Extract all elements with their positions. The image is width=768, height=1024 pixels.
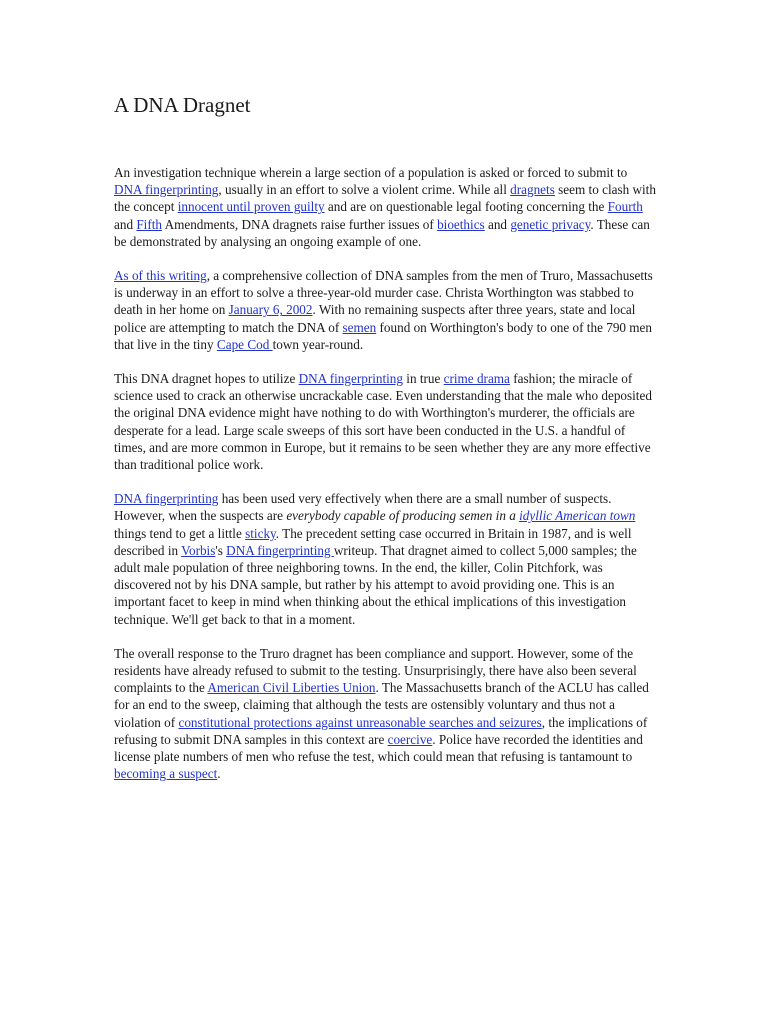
link-dna-fingerprinting[interactable]: DNA fingerprinting (114, 182, 219, 198)
text-run: . The precedent setting case occurred in Britain in 1987, and is well described in (114, 525, 632, 558)
text-run: town year-round. (272, 336, 364, 352)
text-run: , the implications of refusing to submit DNA samples in this context are (114, 714, 648, 747)
text-run: things tend to get a little (114, 525, 246, 541)
link-idyllic-american-town[interactable] (519, 508, 635, 523)
link-coercive[interactable]: coercive (387, 731, 433, 747)
link-cape-cod[interactable]: Cape Cod (216, 336, 273, 352)
text-run: 's (215, 542, 227, 558)
link-as-of-this-writing[interactable]: As of this writing (114, 268, 207, 284)
text-run: , a comprehensive collection of DNA samples from the men of Truro, Massachusetts is underway in an effort to solve a three-year-old murder case. Christa Worthington was stabbed to death in her home on (114, 268, 653, 318)
text-run: in true (402, 371, 444, 387)
text-run: seem to clash with the concept (114, 182, 656, 215)
link-bioethics[interactable]: bioethics (437, 216, 485, 232)
paragraph-intro (114, 164, 659, 250)
text-run: . The Massachusetts branch of the ACLU has called for an end to the sweep, claiming that although the tests are ostensibly voluntary and thus not a violation of (114, 680, 649, 730)
link-crime-drama[interactable]: crime drama (443, 371, 510, 387)
text-run: . Police have recorded the identities and license plate numbers of men who refuse the test, which could mean that refusing is tantamount to (114, 731, 643, 765)
text-run: , usually in an effort to solve a violent crime. While all (218, 182, 511, 198)
text-run: The overall response to the Truro dragnet has been compliance and support. However, some of the residents have already refused to submit to the testing. Unsurprisingly, there have also been several complaints to the (114, 645, 637, 696)
document-page (114, 0, 659, 783)
paragraph-precedent (114, 490, 659, 628)
paragraph-aclu (114, 645, 659, 783)
link-january-6-2002[interactable]: January 6, 2002 (228, 302, 313, 318)
link-dna-fingerprinting-writeup[interactable]: DNA fingerprinting (226, 542, 334, 558)
link-dragnets[interactable]: dragnets (510, 182, 555, 198)
text-run: Amendments, DNA dragnets raise further issues of (162, 216, 438, 232)
link-genetic-privacy[interactable]: genetic privacy (510, 216, 591, 232)
link-vorbis[interactable]: Vorbis (181, 542, 216, 558)
link-aclu[interactable]: American Civil Liberties Union (207, 680, 376, 696)
link-fourth[interactable]: Fourth (607, 199, 643, 215)
text-run: has been used very effectively when there are a small number of suspects. However, when the suspects are (114, 491, 612, 524)
paragraph-truro (114, 267, 659, 353)
text-run: and (484, 216, 511, 232)
link-dna-fingerprinting[interactable]: DNA fingerprinting (298, 371, 403, 387)
link-innocent-until-proven-guilty[interactable]: innocent until proven guilty (177, 199, 325, 215)
link-becoming-a-suspect[interactable]: becoming a suspect (114, 766, 218, 782)
emphasis-text: everybody capable of producing semen in a (286, 508, 520, 524)
link-fifth[interactable]: Fifth (136, 216, 162, 232)
text-run: This DNA dragnet hopes to utilize (114, 371, 299, 387)
link-emphasis-text: idyllic American town (519, 508, 636, 524)
text-run: and (114, 216, 137, 232)
text-run: writeup. That dragnet aimed to collect 5,000 samples; the adult male population of three neighboring towns. In the end, the killer, Colin Pitchfork, was discovered not by his DNA sample, but rather by his attempt to avoid providing one. This is an important facet to keep in mind when thinking about the ethical implications of this investigation technique. We'll get back to that in a moment. (114, 542, 637, 627)
paragraph-crime-drama (114, 370, 659, 473)
text-run: An investigation technique wherein a large section of a population is asked or forced to submit to (114, 165, 628, 180)
page-title: A DNA Dragnet (114, 93, 251, 117)
link-sticky[interactable]: sticky (245, 525, 276, 541)
text-run: . (217, 766, 221, 782)
link-semen[interactable]: semen (342, 319, 377, 335)
text-run: and are on questionable legal footing concerning the (324, 199, 608, 215)
text-run: fashion; the miracle of science used to crack an otherwise uncrackable case. Even understanding that the male who deposited the original DNA evidence might have nothing to do with Worthington's murderer, the officials are desperate for a lead. Large scale sweeps of this sort have been conducted in the U.S. a handful of times, and are more common in Europe, but it remains to be seen whether they are any more effective than traditional police work. (114, 371, 652, 473)
text-run: . These can be demonstrated by analysing an ongoing example of one. (114, 216, 650, 249)
text-run: . With no remaining suspects after three years, state and local police are attempting to match the DNA of (114, 302, 636, 335)
link-dna-fingerprinting[interactable]: DNA fingerprinting (114, 491, 219, 507)
link-constitutional-protections[interactable]: constitutional protections against unreasonable searches and seizures (178, 714, 542, 730)
text-run: found on Worthington's body to one of the 790 men that live in the tiny (114, 319, 653, 352)
